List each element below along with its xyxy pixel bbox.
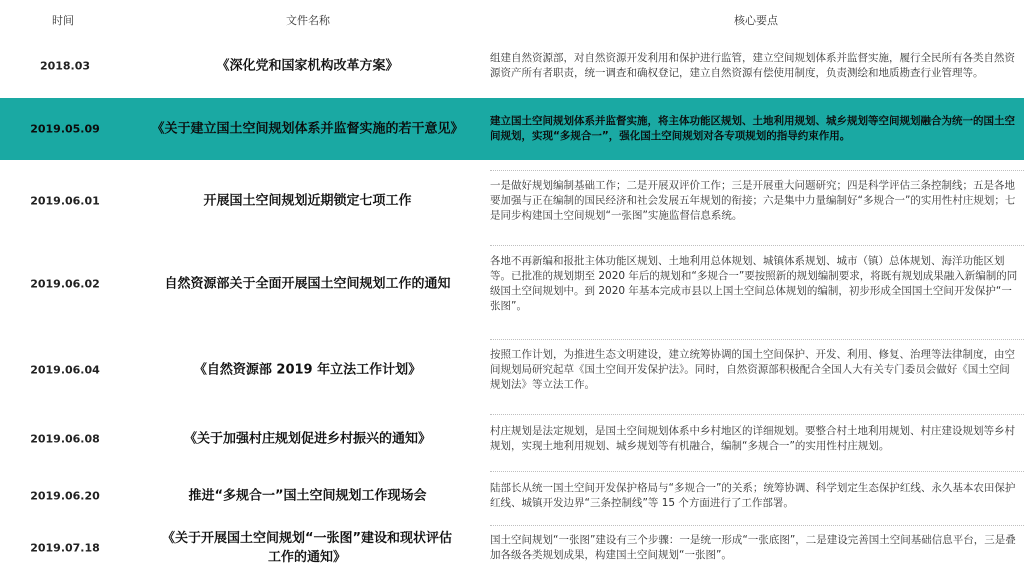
row-date: 2019.06.08 [30, 432, 100, 446]
table-row [0, 247, 1024, 321]
row-file-name: 开展国土空间规划近期锁定七项工作 [203, 193, 412, 209]
row-file-name: 《关于开展国土空间规划“一张图”建设和现状评估工作的通知》 [161, 531, 453, 565]
row-divider [490, 339, 1024, 340]
header-key-points: 核心要点 [734, 14, 778, 27]
row-key-points: 组建自然资源部，对自然资源开发利用和保护进行监管，建立空间规划体系并监督实施，履行全民所有各类自然资源资产所有者职责，统一调查和确权登记，建立自然资源有偿使用制度，负责测绘和地质勘查行业管理等。 [490, 52, 1015, 79]
row-key-points: 国土空间规划“一张图”建设有三个步骤：一是统一形成“一张底图”，二是建设完善国土空间基础信息平台，三是叠加各级各类规划成果，构建国土空间规划“一张图”。 [490, 534, 1016, 561]
row-date: 2019.05.09 [30, 122, 100, 136]
row-file-name: 《深化党和国家机构改革方案》 [216, 58, 399, 74]
table-row [0, 36, 1024, 96]
row-date: 2018.03 [39, 59, 91, 73]
row-date: 2019.07.18 [30, 541, 100, 555]
table-row [0, 172, 1024, 230]
row-file-name: 《关于加强村庄规划促进乡村振兴的通知》 [183, 431, 431, 447]
row-divider [490, 245, 1024, 246]
table-row [0, 341, 1024, 399]
row-file-name: 《关于建立国土空间规划体系并监督实施的若干意见》 [151, 121, 464, 137]
row-key-points: 村庄规划是法定规划，是国土空间规划体系中乡村地区的详细规划。要整合村土地利用规划、村庄建设规划等乡村规划，实现土地利用规划、城乡规划等有机融合，编制“多规合一”的实用性村庄规划。 [490, 425, 1015, 452]
row-key-points: 建立国土空间规划体系并监督实施，将主体功能区规划、土地利用规划、城乡规划等空间规划融合为统一的国土空间规划，实现“多规合一”，强化国土空间规划对各专项规划的指导约束作用。 [490, 115, 1015, 142]
row-key-points: 各地不再新编和报批主体功能区规划、土地利用总体规划、城镇体系规划、城市（镇）总体规划、海洋功能区划等。已批准的规划期至 2020 年后的规划和“多规合一”要按照新的规划编制要求，将既有规划成果融入新编制的同级国土空间规划中。到 2020 年基本完成市县以上国土空间总体规划的编制，初步形成全国国土空间开发保护“一张图”。 [490, 255, 1018, 312]
row-divider [490, 414, 1024, 415]
header-time: 时间 [52, 14, 74, 27]
row-date: 2019.06.20 [30, 489, 100, 503]
row-key-points: 按照工作计划，为推进生态文明建设，建立统筹协调的国土空间保护、开发、利用、修复、治理等法律制度，由空间规划局研究起草《国土空间开发保护法》。同时，自然资源部积极配合全国人大有关专门委员会做好《国土空间规划法》等立法工作。 [490, 348, 1015, 391]
row-date: 2019.06.04 [30, 363, 100, 377]
table-row [0, 525, 1024, 571]
table-header [0, 0, 1024, 34]
row-divider [490, 471, 1024, 472]
row-key-points: 陆部长从统一国土空间开发保护格局与“多规合一”的关系；统筹协调、科学划定生态保护红线、永久基本农田保护红线、城镇开发边界“三条控制线”等 15 个方面进行了工作部署。 [490, 482, 1016, 509]
header-file-name: 文件名称 [286, 14, 330, 27]
row-date: 2019.06.01 [30, 194, 100, 208]
row-date: 2019.06.02 [30, 277, 100, 291]
row-divider [490, 170, 1024, 171]
row-file-name: 《自然资源部 2019 年立法工作计划》 [193, 362, 422, 378]
row-key-points: 一是做好规划编制基础工作；二是开展双评价工作；三是开展重大问题研究；四是科学评估三条控制线；五是各地要加强与正在编制的国民经济和社会发展五年规划的衔接；六是集中力量编制好“多规合一”的实用性村庄规划；七是同步构建国土空间规划“一张图”实施监督信息系统。 [490, 179, 1016, 222]
table-row [0, 416, 1024, 462]
row-file-name: 自然资源部关于全面开展国土空间规划工作的通知 [164, 276, 451, 292]
table-row-highlighted [0, 98, 1024, 160]
table-row [0, 473, 1024, 519]
row-file-name: 推进“多规合一”国土空间规划工作现场会 [188, 488, 427, 504]
